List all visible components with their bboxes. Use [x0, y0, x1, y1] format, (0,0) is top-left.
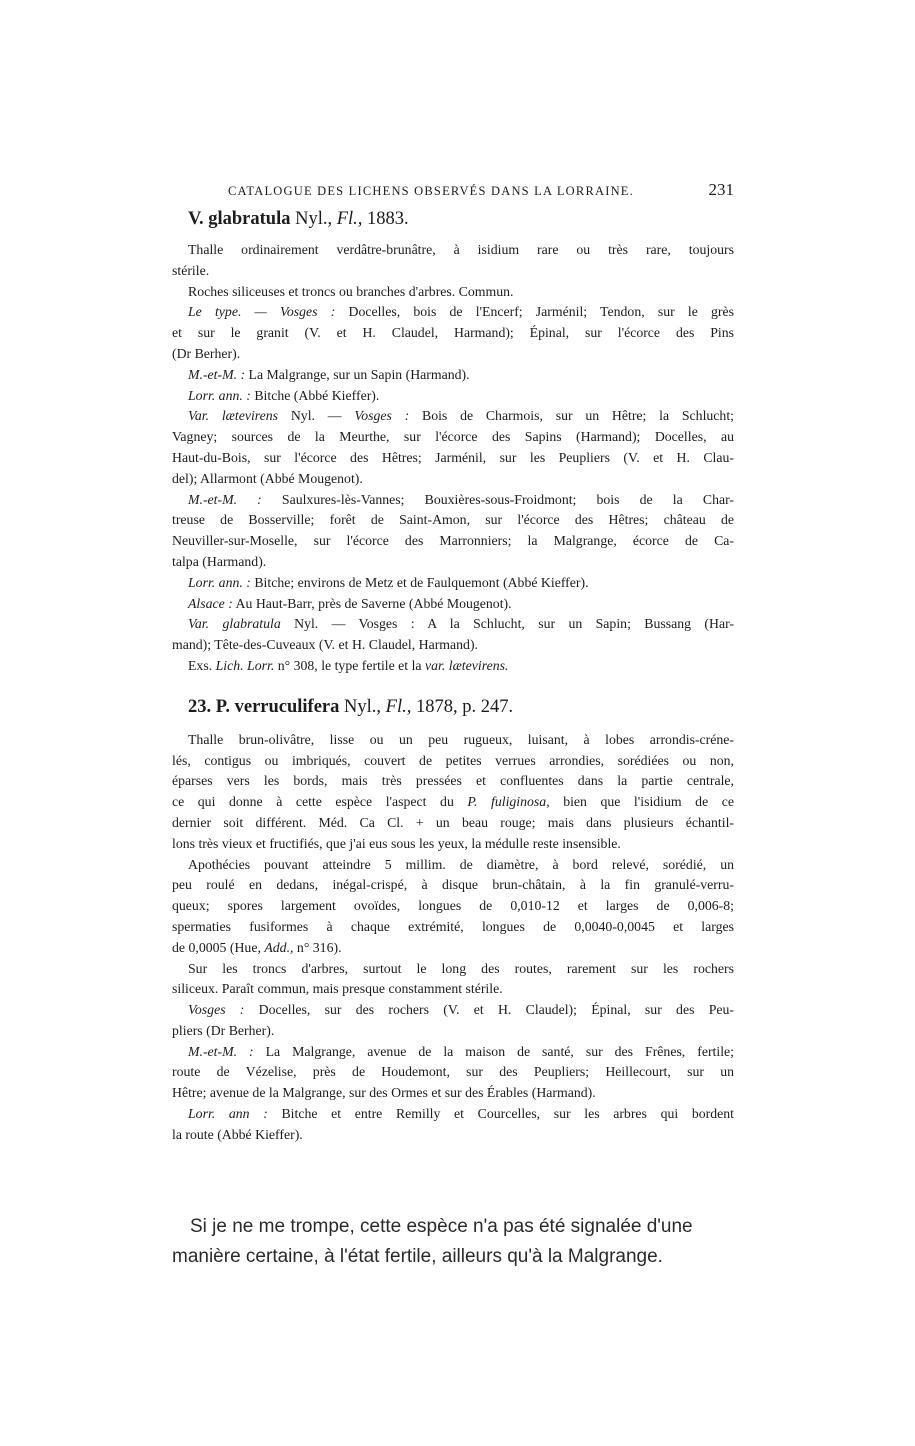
variety-journal: Fl.,: [336, 209, 363, 229]
habitat-line: Roches siliceuses et troncs ou branches d'arbres. Commun.: [188, 283, 514, 299]
region-label: M.-et-M. :: [188, 491, 262, 507]
text-line: de 0,0005 (Hue, Add., n° 316).: [172, 939, 342, 955]
region-label: Lorr. ann :: [188, 1106, 268, 1122]
region-label: Le type. — Vosges :: [188, 304, 336, 320]
region-label: Alsace :: [188, 595, 233, 611]
region-label: M.-et-M. :: [188, 1043, 254, 1059]
species-heading: [188, 694, 734, 720]
locality-line: Var. glabratula Nyl. — Vosges : A la Schlucht, sur un Sapin; Bussang (Har-: [188, 616, 735, 632]
exsiccata-line: Exs. Lich. Lorr. n° 308, le type fertile et la var. lætevirens.: [188, 657, 509, 673]
text-line: ce qui donne à cette espèce l'aspect du P. fuliginosa, bien que l'isidium de ce: [172, 794, 734, 810]
text-line: Apothécies pouvant atteindre 5 millim. de diamètre, à bord relevé, sorédié, un: [188, 856, 734, 872]
text-line: la route (Abbé Kieffer).: [172, 1126, 303, 1142]
text-line: Thalle brun-olivâtre, lisse ou un peu rugueux, luisant, à lobes arrondis-créne-: [188, 731, 734, 747]
locality-line: Alsace : Au Haut-Barr, près de Saverne (Abbé Mougenot).: [188, 595, 512, 611]
locality-line: Lorr. ann. : Bitche; environs de Metz et de Faulquemont (Abbé Kieffer).: [188, 574, 589, 590]
text-line: treuse de Bosserville; forêt de Saint-Amon, sur l'écorce des Hêtres; château de: [172, 512, 734, 528]
text-line: route de Vézelise, près de Houdemont, sur des Peupliers; Heillecourt, sur un: [172, 1064, 734, 1080]
locality-line: Lorr. ann : Bitche et entre Remilly et Courcelles, sur les arbres qui bordent: [188, 1106, 734, 1122]
species-reference: 1878, p. 247.: [411, 696, 514, 717]
species-journal: Fl.,: [385, 696, 412, 717]
species-authority: Nyl.,: [339, 696, 386, 717]
variety-authority: Nyl.,: [295, 209, 337, 229]
text-line: lés, contigus ou imbriqués, couvert de petites verrues arrondies, sorédiées ou non,: [172, 752, 734, 768]
text-line: siliceux. Paraît commun, mais presque constamment stérile.: [172, 981, 503, 997]
note-line: manière certaine, à l'état fertile, ailleurs qu'à la Malgrange.: [172, 1246, 663, 1267]
region-label: Lorr. ann. :: [188, 574, 251, 590]
taxon-reference: P. fuliginosa,: [467, 794, 550, 810]
species-number: 23. P.: [188, 696, 230, 717]
text-line: Neuviller-sur-Moselle, sur l'écorce des Marronniers; la Malgrange, écorce de Ca-: [172, 533, 734, 549]
locality-line: M.-et-M. : La Malgrange, avenue de la maison de santé, sur des Frênes, fertile;: [188, 1043, 734, 1059]
text-line: (Dr Berher).: [172, 345, 241, 361]
text-line: éparses vers les bords, mais très pressées et confluentes dans la partie centrale,: [172, 773, 734, 789]
variety-year: 1883.: [362, 209, 409, 229]
running-title: CATALOGUE DES LICHENS OBSERVÉS DANS LA LORRAINE.: [228, 184, 634, 198]
locality-line: Le type. — Vosges : Docelles, bois de l'Encerf; Jarménil; Tendon, sur le grès: [188, 304, 734, 320]
locality-line: M.-et-M. : La Malgrange, sur un Sapin (Harmand).: [188, 366, 470, 382]
species-description: [172, 730, 734, 1146]
locality-line: Var. lætevirens Nyl. — Vosges : Bois de Charmois, sur un Hêtre; la Schlucht;: [188, 408, 734, 424]
region-label: M.-et-M. :: [188, 366, 246, 382]
text-line: mand); Tête-des-Cuveaux (V. et H. Claudel, Harmand).: [172, 637, 478, 653]
text-line: Thalle ordinairement verdâtre-brunâtre, à isidium rare ou très rare, toujours: [188, 242, 734, 257]
text-line: del); Allarmont (Abbé Mougenot).: [172, 470, 363, 486]
text-line: lons très vieux et fructifiés, que j'ai eus sous les yeux, la médulle reste insensible.: [172, 835, 621, 851]
text-line: spermaties fusiformes à chaque extrémité, longues de 0,0040-0,0045 et larges: [172, 918, 734, 934]
handwritten-note: [172, 1212, 734, 1272]
habitat-line: Sur les troncs d'arbres, surtout le long des routes, rarement sur les rochers: [188, 960, 734, 976]
variety-label: var. lætevirens.: [425, 657, 509, 673]
region-label: Vosges :: [354, 408, 410, 424]
text-line: talpa (Harmand).: [172, 553, 267, 569]
variety-label: Var. lætevirens: [188, 408, 279, 424]
text-line: et sur le granit (V. et H. Claudel, Harmand); Épinal, sur l'écorce des Pins: [172, 325, 734, 341]
text-line: queux; spores largement ovoïdes, longues de 0,010-12 et larges de 0,006-8;: [172, 898, 734, 914]
text-line: dernier soit différent. Méd. Ca Cl. + un beau rouge; mais dans plusieurs échantil-: [172, 814, 734, 830]
variety-description: [172, 240, 734, 677]
variety-heading: [188, 206, 734, 232]
species-name: verruculifera: [229, 696, 340, 717]
note-line: Si je ne me trompe, cette espèce n'a pas été signalée d'une: [190, 1216, 693, 1237]
text-line: peu roulé en dedans, inégal-crispé, à disque brun-châtain, à la fin granulé-verru-: [172, 877, 734, 893]
citation-label: Add.,: [264, 939, 294, 955]
locality-line: M.-et-M. : Saulxures-lès-Vannes; Bouxières-sous-Froidmont; bois de la Char-: [188, 491, 735, 507]
text-line: pliers (Dr Berher).: [172, 1022, 275, 1038]
text-line: Hêtre; avenue de la Malgrange, sur des Ormes et sur des Érables (Harmand).: [172, 1085, 596, 1101]
exsiccata-label: Lich. Lorr.: [215, 657, 275, 673]
running-head: [172, 180, 734, 204]
region-label: Vosges :: [188, 1002, 245, 1018]
variety-label: Var. glabratula: [188, 616, 281, 632]
page-number: 231: [708, 180, 734, 199]
variety-name: V. glabratula: [188, 209, 291, 229]
locality-line: Lorr. ann. : Bitche (Abbé Kieffer).: [188, 387, 380, 403]
text-line: Haut-du-Bois, sur l'écorce des Hêtres; Jarménil, sur les Peupliers (V. et H. Clau-: [172, 449, 734, 465]
region-label: Lorr. ann. :: [188, 387, 251, 403]
locality-line: Vosges : Docelles, sur des rochers (V. et H. Claudel); Épinal, sur des Peu-: [188, 1002, 734, 1018]
text-line: stérile.: [172, 262, 210, 278]
page-content: [172, 206, 734, 1146]
text-line: Vagney; sources de la Meurthe, sur l'écorce des Sapins (Harmand); Docelles, au: [172, 429, 734, 445]
